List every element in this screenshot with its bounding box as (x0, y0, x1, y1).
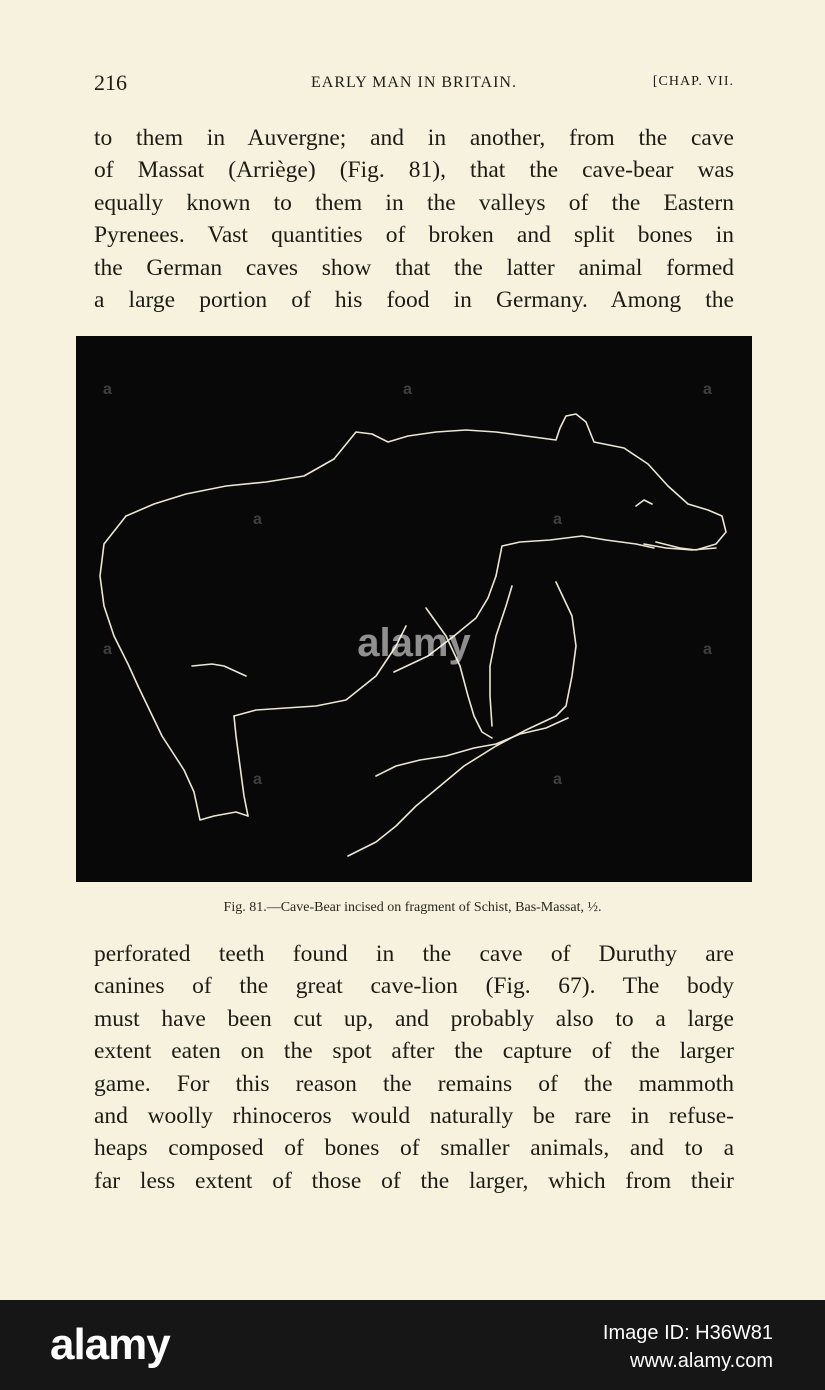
running-title: EARLY MAN IN BRITAIN. (311, 74, 517, 91)
text-line: and woolly rhinoceros would naturally be rare in refuse- (94, 1102, 734, 1129)
body-text-top (94, 122, 734, 316)
figure-watermark: alamy (357, 621, 471, 665)
bear-eye (636, 500, 652, 506)
image-id: Image ID: H36W81 (602, 1322, 773, 1344)
cave-bear-engraving (76, 336, 752, 882)
bear-hind-leg (138, 686, 248, 820)
text-line: a large portion of his food in Germany. Among the (94, 286, 734, 313)
bear-foreleg-front (496, 536, 654, 576)
bear-back-shoulder (126, 459, 334, 516)
watermark-mark: a (703, 381, 712, 398)
watermark-mark: a (403, 381, 412, 398)
watermark-mark: a (253, 511, 262, 528)
bear-foot-lower (376, 718, 568, 776)
stock-footer (0, 1300, 825, 1390)
figure-caption: Fig. 81.—Cave-Bear incised on fragment of Schist, Bas-Massat, ½. (223, 900, 602, 915)
bear-hind-leg-front (234, 716, 248, 816)
text-line: far less extent of those of the larger, which from their (94, 1167, 734, 1194)
watermark-mark: a (103, 641, 112, 658)
figure-cave-bear (76, 336, 752, 882)
watermark-mark: a (553, 771, 562, 788)
text-line: to them in Auvergne; and in another, from the cave (94, 125, 734, 151)
alamy-logo: alamy (50, 1320, 170, 1369)
watermark-mark: a (703, 641, 712, 658)
page-number: 216 (94, 70, 127, 95)
watermark-mark: a (103, 381, 112, 398)
page-header (94, 70, 734, 100)
text-line: must have been cut up, and probably also to a large (94, 1005, 734, 1032)
text-line: of Massat (Arriège) (Fig. 81), that the cave-bear was (94, 157, 734, 184)
bear-belly-line (192, 664, 246, 676)
site-url: www.alamy.com (630, 1350, 773, 1372)
watermark-mark: a (253, 771, 262, 788)
text-line: the German caves show that the latter animal formed (94, 254, 734, 281)
text-line: canines of the great cave-lion (Fig. 67). The body (94, 973, 734, 1000)
text-line: perforated teeth found in the cave of Duruthy are (94, 941, 734, 967)
bear-back-outline (334, 414, 726, 550)
text-line: extent eaten on the spot after the capture of the larger (94, 1038, 734, 1065)
bear-rump (100, 516, 138, 686)
body-text-bottom (94, 938, 734, 1197)
watermark-mark: a (553, 511, 562, 528)
text-line: equally known to them in the valleys of the Eastern (94, 189, 734, 216)
text-line: heaps composed of bones of smaller animals, and to a (94, 1135, 734, 1162)
text-line: Pyrenees. Vast quantities of broken and split bones in (94, 222, 734, 249)
chapter-label: [CHAP. VII. (652, 74, 734, 89)
bear-foreleg-inner (490, 586, 512, 726)
text-line: game. For this reason the remains of the mammoth (94, 1070, 734, 1097)
